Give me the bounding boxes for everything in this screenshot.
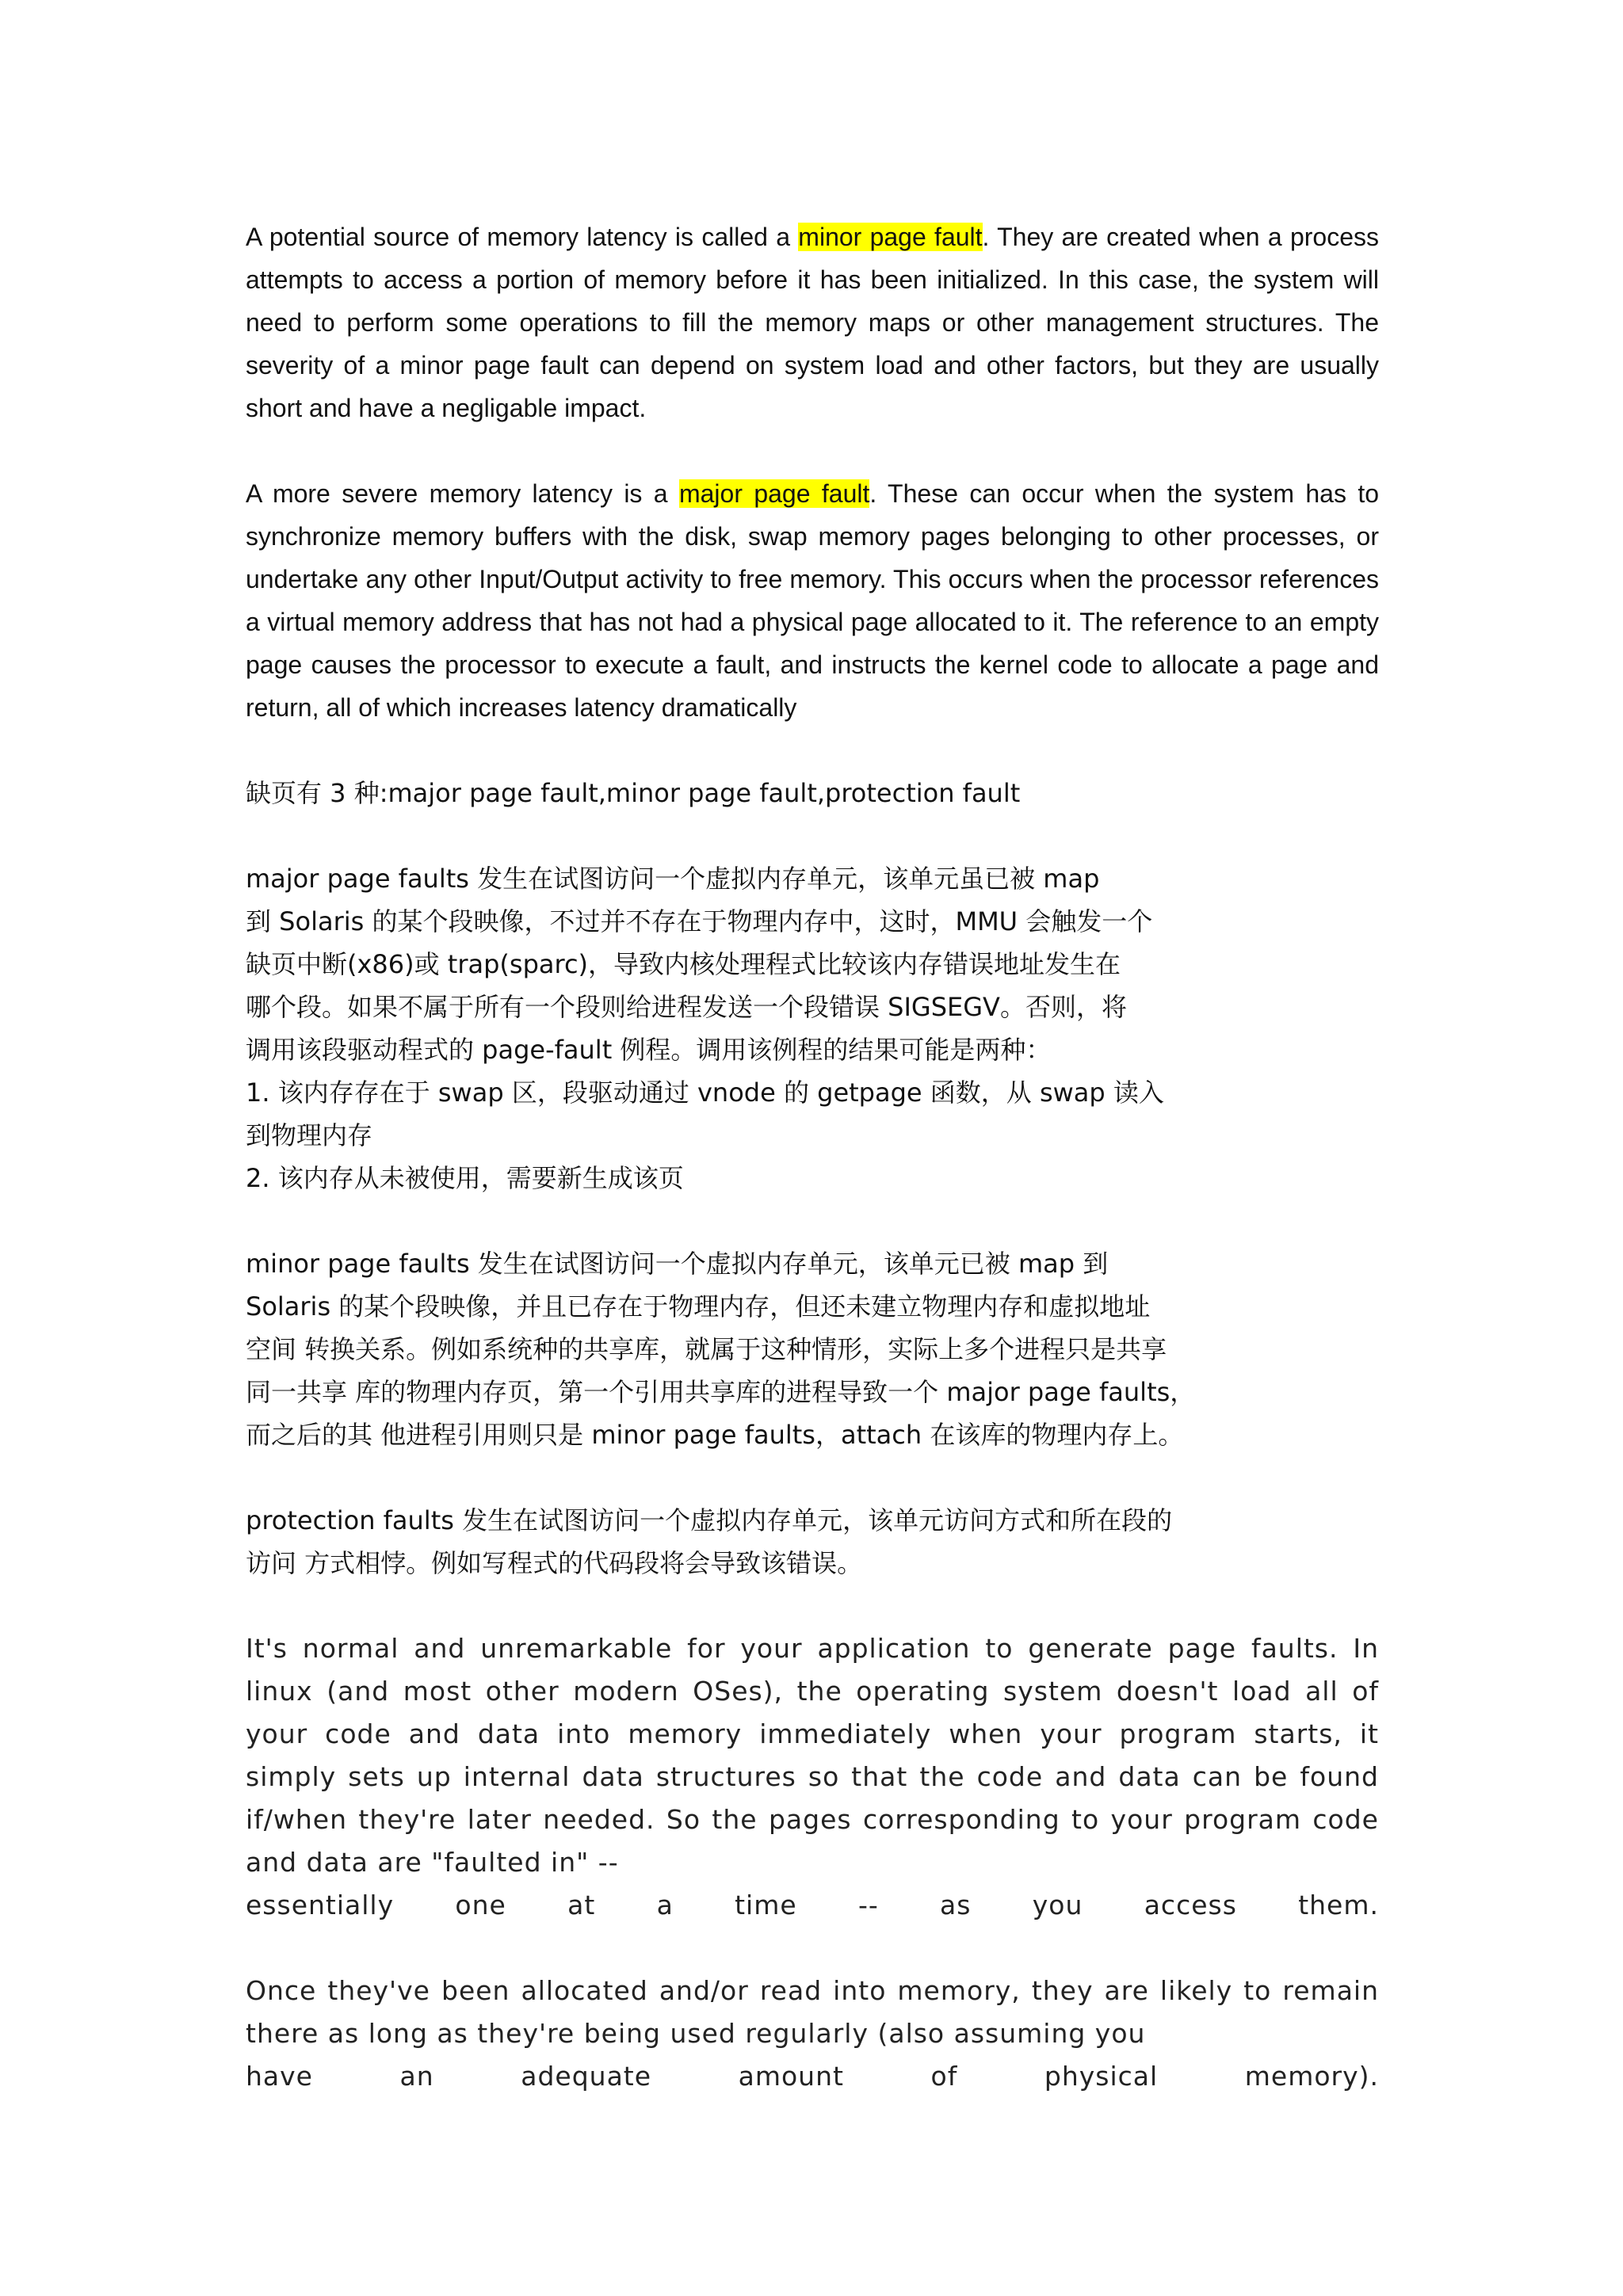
paragraph-text: . They are created when a process attempts to access a portion of memory before it has been initialized. In this case, the system will need to perform some operations to fill the memory maps or other management structures. The severity of a minor page fault can depend on system load and other factors, but they are usually short and have a negligable impact. xyxy=(246,223,1380,422)
paragraph-text: Once they've been allocated and/or read into memory, they are likely to remain there as long as they're being used regularly (also assuming you xyxy=(246,1975,1379,2049)
paragraph-faulted-in-last-line xyxy=(246,1884,1379,1927)
paragraph-spacer xyxy=(246,1199,1379,1242)
paragraph-major-faults-cn xyxy=(246,857,1379,1199)
paragraph-text: A more severe memory latency is a xyxy=(246,479,679,508)
paragraph-faulted-in xyxy=(246,1627,1379,1884)
paragraph-minor-faults-cn xyxy=(246,1242,1379,1456)
paragraph-allocated-last-line xyxy=(246,2055,1379,2098)
paragraph-spacer xyxy=(246,814,1379,857)
text-line: 2. 该内存从未被使用，需要新生成该页 xyxy=(246,1163,684,1193)
paragraph-minor-page-fault xyxy=(246,215,1379,429)
text-line: 空间 转换关系。例如系统种的共享库，就属于这种情形，实际上多个进程只是共享 xyxy=(246,1334,1167,1364)
text-line: 到 Solaris 的某个段映像，不过并不存在于物理内存中，这时，MMU 会触发一个 xyxy=(246,906,1153,936)
paragraph-protection-faults-cn xyxy=(246,1499,1379,1585)
text-line: minor page faults 发生在试图访问一个虚拟内存单元，该单元已被 map 到 xyxy=(246,1249,1109,1279)
paragraph-fault-types xyxy=(246,772,1379,814)
paragraph-spacer xyxy=(246,729,1379,772)
text-line: 访问 方式相悖。例如写程式的代码段将会导致该错误。 xyxy=(246,1548,863,1578)
text-line: 缺页有 3 种:major page fault,minor page fault,protection fault xyxy=(246,778,1021,808)
text-line: protection faults 发生在试图访问一个虚拟内存单元，该单元访问方式和所在段的 xyxy=(246,1505,1173,1535)
text-line: 缺页中断(x86)或 trap(sparc)，导致内核处理程式比较该内存错误地址发生在 xyxy=(246,949,1121,979)
text-line: major page faults 发生在试图访问一个虚拟内存单元，该单元虽已被 map xyxy=(246,864,1100,894)
text-line: 调用该段驱动程式的 page-fault 例程。调用该例程的结果可能是两种： xyxy=(246,1035,1052,1065)
highlighted-term: minor page fault xyxy=(798,223,983,251)
paragraph-spacer xyxy=(246,1456,1379,1499)
paragraph-text: . These can occur when the system has to synchronize memory buffers with the disk, swap memory pages belonging to other processes, or undertake any other Input/Output activity to free memory. This occurs when the processor references a virtual memory address that has not had a physical page allocated to it. The reference to an empty page causes the processor to execute a fault, and instructs the kernel code to allocate a page and return, all of which increases latency dramatically xyxy=(246,479,1380,722)
paragraph-major-page-fault xyxy=(246,472,1379,729)
paragraph-text: have an adequate amount of physical memory). xyxy=(246,2061,1379,2092)
text-line: 1. 该内存存在于 swap 区，段驱动通过 vnode 的 getpage 函数，从 swap 读入 xyxy=(246,1077,1164,1108)
text-line: Solaris 的某个段映像，并且已存在于物理内存，但还未建立物理内存和虚拟地址 xyxy=(246,1291,1151,1322)
paragraph-spacer xyxy=(246,1927,1379,1970)
paragraph-allocated xyxy=(246,1970,1379,2055)
document-body xyxy=(246,215,1379,2098)
text-line: 而之后的其 他进程引用则只是 minor page faults，attach 在该库的物理内存上。 xyxy=(246,1420,1184,1450)
text-line: 哪个段。如果不属于所有一个段则给进程发送一个段错误 SIGSEGV。否则，将 xyxy=(246,992,1127,1022)
paragraph-text: essentially one at a time -- as you access them. xyxy=(246,1890,1379,1920)
paragraph-text: It's normal and unremarkable for your application to generate page faults. In linux (and most other modern OSes), the operating system doesn't load all of your code and data into memory immediately when your program starts, it simply sets up internal data structures so that the code and data can be found if/when they're later needed. So the pages corresponding to your program code and data are "faulted in" -- xyxy=(246,1633,1379,1878)
highlighted-term: major page fault xyxy=(678,479,870,508)
paragraph-spacer xyxy=(246,1585,1379,1627)
text-line: 同一共享 库的物理内存页，第一个引用共享库的进程导致一个 major page faults， xyxy=(246,1377,1196,1407)
paragraph-text: A potential source of memory latency is called a xyxy=(246,223,799,251)
paragraph-spacer xyxy=(246,429,1379,472)
text-line: 到物理内存 xyxy=(246,1120,373,1150)
